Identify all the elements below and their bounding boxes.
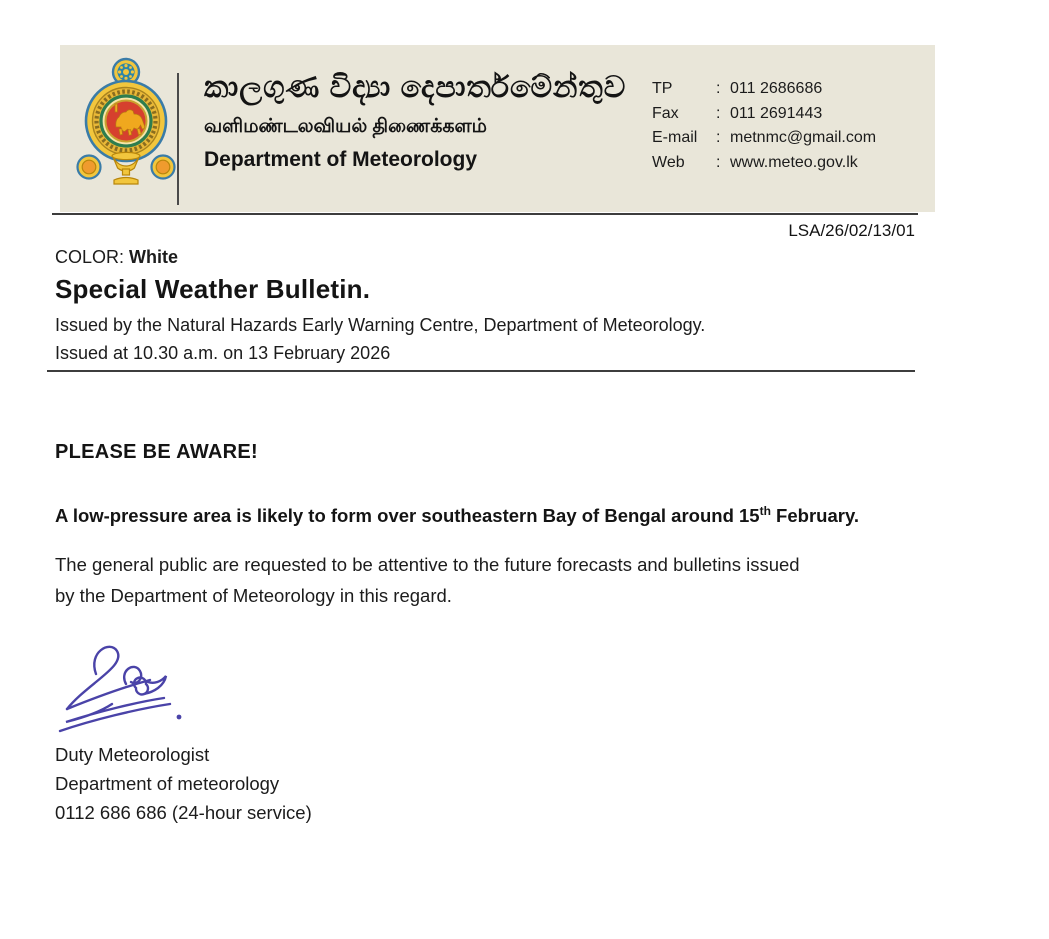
warning-text-end: February. [770, 505, 859, 527]
contact-value-web: www.meteo.gov.lk [730, 153, 858, 171]
warning-text: A low-pressure area is likely to form over southeastern Bay of Bengal around 15 [55, 505, 760, 527]
org-name-tamil: வளிமண்டலவியல் திணைக்களம் [204, 116, 487, 137]
contact-label: TP [652, 80, 673, 97]
warning-ordinal-suffix: th [759, 504, 771, 518]
contact-separator: : [716, 104, 721, 122]
signatory-block [55, 741, 312, 827]
contact-label: Web [652, 153, 685, 171]
alert-color-line [55, 247, 178, 268]
contact-separator: : [716, 80, 721, 97]
contact-value-email: metnmc@gmail.com [730, 129, 877, 146]
warning-statement [55, 504, 859, 527]
contact-value-phone: 011 2686686 [730, 80, 823, 97]
contact-label: Fax [652, 104, 679, 122]
contact-details [652, 77, 876, 175]
issued-at-line: Issued at 10.30 a.m. on 13 February 2026 [55, 343, 391, 363]
alert-color-value: White [129, 247, 179, 267]
alert-color-label: COLOR: [55, 247, 130, 267]
signatory-department: Department of meteorology [55, 772, 280, 794]
public-notice-paragraph [55, 549, 920, 611]
page-title: Special Weather Bulletin. [55, 274, 371, 304]
paragraph-line: by the Department of Meteorology in this regard. [55, 585, 452, 606]
reference-number: LSA/26/02/13/01 [788, 221, 915, 240]
section-rule [47, 370, 915, 372]
contact-separator: : [716, 129, 721, 146]
org-name-english: Department of Meteorology [204, 148, 478, 171]
header-divider [177, 73, 179, 205]
contact-label: E-mail [652, 129, 698, 146]
contact-separator: : [716, 153, 721, 171]
header-bottom-rule [52, 213, 918, 215]
organisation-names [204, 67, 634, 174]
signatory-title: Duty Meteorologist [55, 744, 210, 765]
aware-heading: PLEASE BE AWARE! [55, 441, 258, 463]
contact-value-fax: 011 2691443 [730, 104, 823, 122]
letterhead [60, 45, 935, 212]
org-name-sinhala: කාලගුණ විද්‍යා දෙපාර්තමේන්තුව [204, 71, 627, 104]
issued-by-line: Issued by the Natural Hazards Early Warning Centre, Department of Meteorology. [55, 315, 706, 335]
signatory-phone: 0112 686 686 (24-hour service) [55, 801, 312, 823]
signature-icon [52, 638, 204, 741]
sri-lanka-emblem-icon [74, 57, 178, 192]
paragraph-line: The general public are requested to be attentive to the future forecasts and bulletins issued [55, 554, 800, 575]
